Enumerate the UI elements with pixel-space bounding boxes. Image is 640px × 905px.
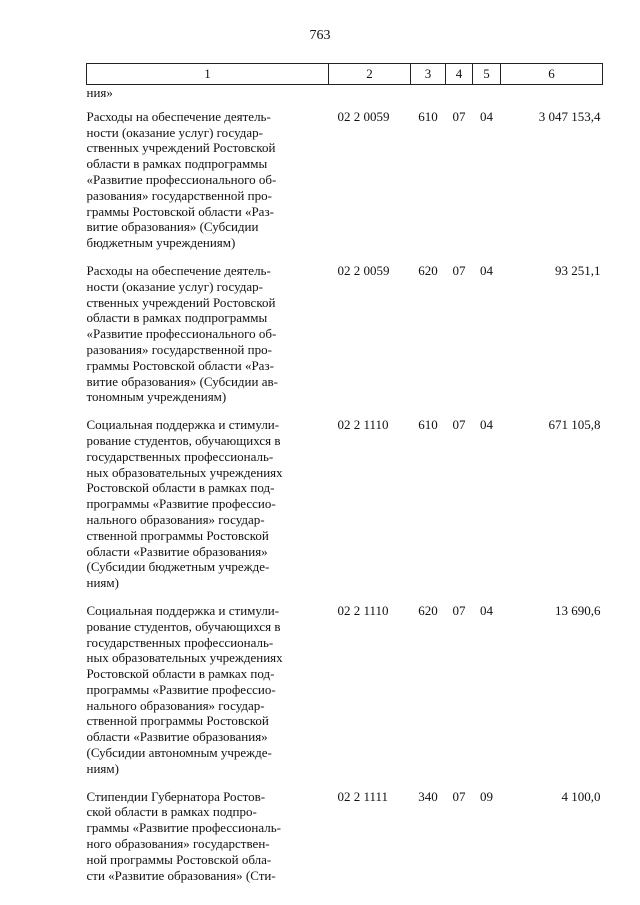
description-line: разования» государственной про- (86, 187, 272, 203)
description-line: ственных учреждений Ростовской (86, 140, 276, 156)
description-line: ного образования» государствен- (86, 836, 270, 852)
description-line: ных образовательных учреждениях (86, 650, 283, 666)
description-line: нального образования» государ- (86, 511, 265, 527)
description-line: ности (оказание услуг) государ- (86, 278, 263, 294)
description-line: (Субсидии бюджетным учрежде- (86, 559, 270, 575)
description-line: программы «Развитие профессио- (86, 496, 276, 512)
description-line: рование студентов, обучающихся в (86, 618, 281, 634)
row-target-code: 02 2 1110 (337, 417, 389, 433)
row-target-code: 02 2 1110 (337, 602, 389, 618)
description-line: государственных профессиональ- (86, 634, 274, 650)
row-section: 07 (452, 262, 466, 278)
row-subsection: 09 (480, 788, 493, 804)
row-expense-type: 340 (418, 788, 438, 804)
description-line: Социальная поддержка и стимули- (86, 602, 280, 618)
row-target-code: 02 2 0059 (337, 108, 390, 124)
description-line: ной программы Ростовской обла- (86, 851, 272, 867)
row-expense-type: 610 (418, 108, 438, 124)
description-line: рование студентов, обучающихся в (86, 432, 281, 448)
row-amount: 3 047 153,4 (538, 108, 601, 124)
row-subsection: 04 (480, 417, 493, 433)
row-description (87, 783, 329, 890)
row-subsection: 04 (480, 108, 493, 124)
table-header-row (87, 64, 603, 85)
description-line: тономным учреждениям) (86, 389, 227, 405)
row-description (87, 257, 329, 411)
row-subsection: 04 (480, 602, 493, 618)
description-line: бюджетным учреждениям) (86, 235, 236, 251)
row-section: 07 (452, 602, 466, 618)
description-line: витие образования» (Субсидии (86, 219, 259, 235)
description-line: Расходы на обеспечение деятель- (86, 108, 271, 124)
description-line: области в рамках подпрограммы (86, 156, 268, 172)
row-amount: 93 251,1 (555, 262, 601, 278)
table-row (87, 257, 603, 411)
table-row (87, 103, 603, 257)
description-line: граммы «Развитие профессиональ- (86, 820, 281, 836)
row-section: 07 (452, 108, 466, 124)
header-col-5: 5 (473, 64, 501, 85)
description-line: «Развитие профессионального об- (86, 326, 277, 342)
continuation-text: ния» (86, 85, 113, 100)
row-description (87, 597, 329, 783)
description-line: области «Развитие образования» (86, 729, 268, 745)
description-line: граммы Ростовской области «Раз- (86, 203, 274, 219)
row-expense-type: 620 (418, 602, 438, 618)
description-line: ности (оказание услуг) государ- (86, 124, 263, 140)
description-line: нального образования» государ- (86, 697, 265, 713)
row-description (87, 103, 329, 257)
row-amount: 4 100,0 (561, 788, 601, 804)
header-col-6: 6 (501, 64, 603, 85)
table-row (87, 411, 603, 597)
description-line: Стипендии Губернатора Ростов- (86, 788, 266, 804)
description-line: области «Развитие образования» (86, 543, 268, 559)
description-line: ственной программы Ростовской (86, 527, 269, 543)
description-line: области в рамках подпрограммы (86, 310, 268, 326)
description-line: ниям) (86, 760, 119, 776)
description-line: государственных профессиональ- (86, 448, 274, 464)
description-line: Ростовской области в рамках под- (86, 666, 275, 682)
row-target-code: 02 2 0059 (337, 262, 390, 278)
description-line: ниям) (86, 575, 119, 591)
header-col-2: 2 (329, 64, 411, 85)
table-row (87, 783, 603, 890)
table-row (87, 597, 603, 783)
description-line: Расходы на обеспечение деятель- (86, 262, 271, 278)
description-line: ской области в рамках подпро- (86, 804, 257, 820)
description-line: граммы Ростовской области «Раз- (86, 357, 274, 373)
description-line: разования» государственной про- (86, 341, 272, 357)
row-section: 07 (452, 417, 466, 433)
row-target-code: 02 2 1111 (337, 788, 389, 804)
header-col-1: 1 (87, 64, 329, 85)
description-line: (Субсидии автономным учрежде- (86, 745, 272, 761)
row-amount: 13 690,6 (555, 602, 601, 618)
description-line: «Развитие профессионального об- (86, 171, 277, 187)
row-section: 07 (452, 788, 466, 804)
page-number: 763 (309, 28, 331, 43)
row-expense-type: 610 (418, 417, 438, 433)
row-expense-type: 620 (418, 262, 438, 278)
description-line: программы «Развитие профессио- (86, 681, 276, 697)
description-line: ственной программы Ростовской (86, 713, 269, 729)
description-line: Ростовской области в рамках под- (86, 480, 275, 496)
row-subsection: 04 (480, 262, 493, 278)
description-line: ных образовательных учреждениях (86, 464, 283, 480)
description-line: витие образования» (Субсидии ав- (86, 373, 278, 389)
description-line: сти «Развитие образования» (Сти- (86, 867, 276, 883)
row-description (87, 411, 329, 597)
continuation-row (87, 85, 603, 103)
header-col-3: 3 (411, 64, 446, 85)
description-line: ственных учреждений Ростовской (86, 294, 276, 310)
budget-table (86, 63, 603, 889)
header-col-4: 4 (446, 64, 473, 85)
description-line: Социальная поддержка и стимули- (86, 417, 280, 433)
row-amount: 671 105,8 (548, 417, 601, 433)
